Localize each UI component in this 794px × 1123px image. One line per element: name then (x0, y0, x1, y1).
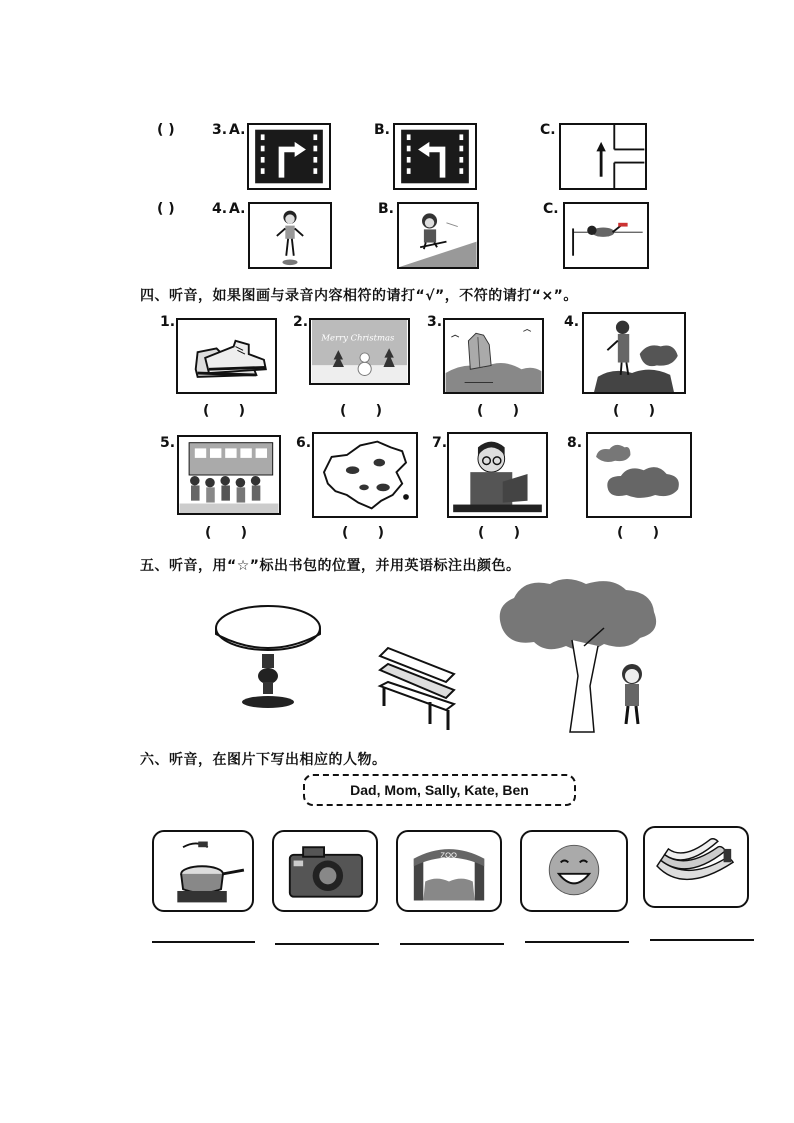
s4-item6-number: 6. (296, 435, 312, 451)
s6-picture-camera[interactable] (272, 830, 378, 912)
s4-item5-number: 5. (160, 435, 176, 451)
q3-option-a-image[interactable] (247, 123, 331, 190)
s6-answer-line-2[interactable] (275, 943, 379, 945)
q3-option-c-label: C. (540, 122, 556, 138)
smiley-face-icon (522, 832, 626, 910)
round-table-picture[interactable] (212, 602, 324, 712)
girl-skipping-rope-icon (250, 204, 330, 267)
s6-picture-smiley[interactable] (520, 830, 628, 912)
q4-option-c-image[interactable] (563, 202, 649, 269)
s4-item5-image[interactable] (177, 435, 281, 515)
s4-item3-image[interactable] (443, 318, 544, 394)
turn-left-sign-icon (395, 125, 475, 188)
s4-item1-answer[interactable]: ( ) (203, 403, 246, 419)
s4-item7-image[interactable] (447, 432, 548, 518)
s4-item1-number: 1. (160, 314, 176, 330)
q3-option-c-image[interactable] (559, 123, 647, 190)
go-straight-road-icon (561, 125, 645, 188)
camera-icon (274, 832, 376, 910)
tree-with-boy-picture[interactable] (494, 576, 662, 734)
bananas-icon (645, 828, 747, 906)
section6-heading: 六、听音，在图片下写出相应的人物。 (140, 752, 387, 768)
china-map-icon (314, 434, 416, 516)
s6-picture-zoo[interactable] (396, 830, 502, 912)
s4-item5-answer[interactable]: ( ) (205, 525, 248, 541)
q4-option-b-image[interactable] (397, 202, 479, 269)
section4-heading: 四、听音，如果图画与录音内容相符的请打“√”，不符的请打“×”。 (140, 288, 578, 304)
q4-number: 4. (212, 201, 228, 217)
woman-hiking-icon (584, 314, 684, 392)
s6-answer-line-4[interactable] (525, 941, 629, 943)
s4-item2-number: 2. (293, 314, 309, 330)
clouds-icon (588, 434, 690, 516)
mountain-rocks-icon (445, 320, 542, 392)
s4-item4-number: 4. (564, 314, 580, 330)
s4-item3-number: 3. (427, 314, 443, 330)
bench-picture[interactable] (374, 642, 456, 732)
q3-option-a-label: A. (229, 122, 246, 138)
s4-item8-image[interactable] (586, 432, 692, 518)
q4-option-b-label: B. (378, 201, 394, 217)
q3-number: 3. (212, 122, 228, 138)
people-by-bus-icon (179, 437, 279, 513)
s4-item4-answer[interactable]: ( ) (613, 403, 656, 419)
s4-item4-image[interactable] (582, 312, 686, 394)
s4-item6-answer[interactable]: ( ) (342, 525, 385, 541)
merry-christmas-text: Merry Christmas (321, 332, 395, 343)
word-bank-text: Dad, Mom, Sally, Kate, Ben (350, 782, 529, 798)
s4-item8-number: 8. (567, 435, 583, 451)
q4-option-a-image[interactable] (248, 202, 332, 269)
s4-item7-number: 7. (432, 435, 448, 451)
s6-answer-line-5[interactable] (650, 939, 754, 941)
q3-option-b-label: B. (374, 122, 390, 138)
s4-item7-answer[interactable]: ( ) (478, 525, 521, 541)
cooking-pot-icon (154, 832, 252, 910)
turn-right-sign-icon (249, 125, 329, 188)
q4-option-a-label: A. (229, 201, 246, 217)
sneakers-icon (178, 320, 275, 392)
s6-answer-line-3[interactable] (400, 943, 504, 945)
boy-skiing-icon (399, 204, 477, 267)
q4-option-c-label: C. (543, 201, 559, 217)
q3-option-b-image[interactable] (393, 123, 477, 190)
s6-picture-cooking[interactable] (152, 830, 254, 912)
s4-item3-answer[interactable]: ( ) (477, 403, 520, 419)
word-bank-box (303, 774, 576, 806)
s4-item8-answer[interactable]: ( ) (617, 525, 660, 541)
s4-item1-image[interactable] (176, 318, 277, 394)
boy-high-jump-icon (565, 204, 647, 267)
section5-heading: 五、听音，用“☆”标出书包的位置，并用英语标注出颜色。 (140, 558, 521, 574)
zoo-sign-text: ZOO (440, 850, 457, 860)
zoo-gate-icon (398, 832, 500, 910)
s4-item6-image[interactable] (312, 432, 418, 518)
christmas-card-icon (311, 320, 408, 383)
s6-picture-bananas[interactable] (643, 826, 749, 908)
q4-answer-paren[interactable]: ( ) (157, 201, 175, 217)
boy-with-computer-icon (449, 434, 546, 516)
s6-answer-line-1[interactable] (152, 941, 255, 943)
s4-item2-image[interactable] (309, 318, 410, 385)
s4-item2-answer[interactable]: ( ) (340, 403, 383, 419)
q3-answer-paren[interactable]: ( ) (157, 122, 175, 138)
